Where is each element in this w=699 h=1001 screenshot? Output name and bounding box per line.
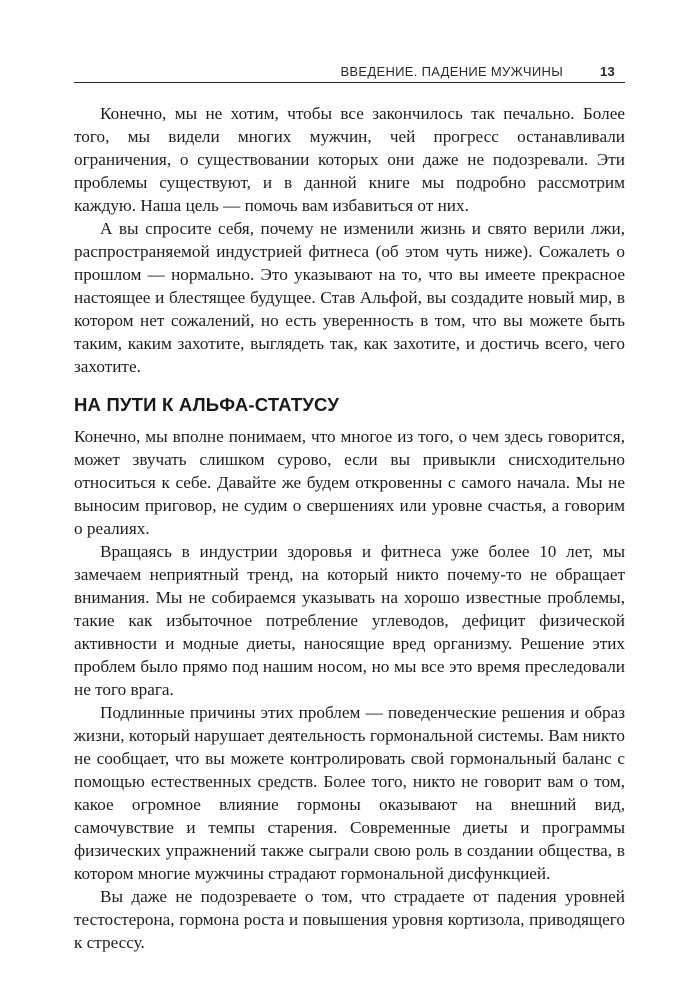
section-text: [74, 425, 625, 954]
paragraph: Конечно, мы вполне понимаем, что многое из того, о чем здесь говорится, может звучать слишком сурово, если вы привыкли снисходительно относиться к себе. Давайте же будем откровенны с самого начала. Мы не выносим приговор, не судим о свершениях или уровне счастья, а говорим о реалиях.: [74, 427, 625, 538]
running-head: [74, 60, 625, 82]
paragraph: Вы даже не подозреваете о том, что страдаете от падения уровней тестостерона, гормона роста и повышения уровня кортизола, приводящего к стрессу.: [74, 887, 625, 952]
paragraph: Вращаясь в индустрии здоровья и фитнеса уже более 10 лет, мы замечаем неприятный тренд, на который никто почему-то не обращает внимания. Мы не собираемся указывать на хорошо известные проблемы, такие как избыточное потребление углеводов, дефицит физической активности и модные диеты, наносящие вред организму. Решение этих проблем было прямо под нашим носом, но мы все это время преследовали не того врага.: [74, 542, 625, 699]
section-heading: НА ПУТИ К АЛЬФА-СТАТУСУ: [74, 394, 340, 415]
page-number: 13: [599, 64, 615, 79]
paragraph: Подлинные причины этих проблем — поведенческие решения и образ жизни, который нарушает деятельность гормональной системы. Вам никто не сообщает, что вы можете контролировать свой гормональный баланс с помощью естественных средств. Более того, никто не говорит вам о том, какое огромное влияние гормоны оказывают на внешний вид, самочувствие и темпы старения. Современные диеты и программы физических упражнений также сыграли свою роль в создании общества, в котором многие мужчины страдают гормональной дисфункцией.: [74, 703, 625, 883]
intro-text: [74, 102, 625, 378]
paragraph: А вы спросите себя, почему не изменили жизнь и свято верили лжи, распространяемой индустрией фитнеса (об этом чуть ниже). Сожалеть о прошлом — нормально. Это указывают на то, что вы имеете прекрасное настоящее и блестящее будущее. Став Альфой, вы создадите новый мир, в котором нет сожалений, но есть уверенность в том, что вы можете быть таким, каким захотите, выглядеть так, как захотите, и достичь всего, чего захотите.: [74, 219, 625, 376]
header-rule: [74, 82, 625, 83]
paragraph: Конечно, мы не хотим, чтобы все закончилось так печально. Более того, мы видели многих мужчин, чей прогресс останавливали ограничения, о существовании которых они даже не подозревали. Эти проблемы существуют, и в данной книге мы подробно рассмотрим каждую. Наша цель — помочь вам избавиться от них.: [74, 104, 625, 215]
running-title: ВВЕДЕНИЕ. ПАДЕНИЕ МУЖЧИНЫ: [340, 64, 563, 79]
